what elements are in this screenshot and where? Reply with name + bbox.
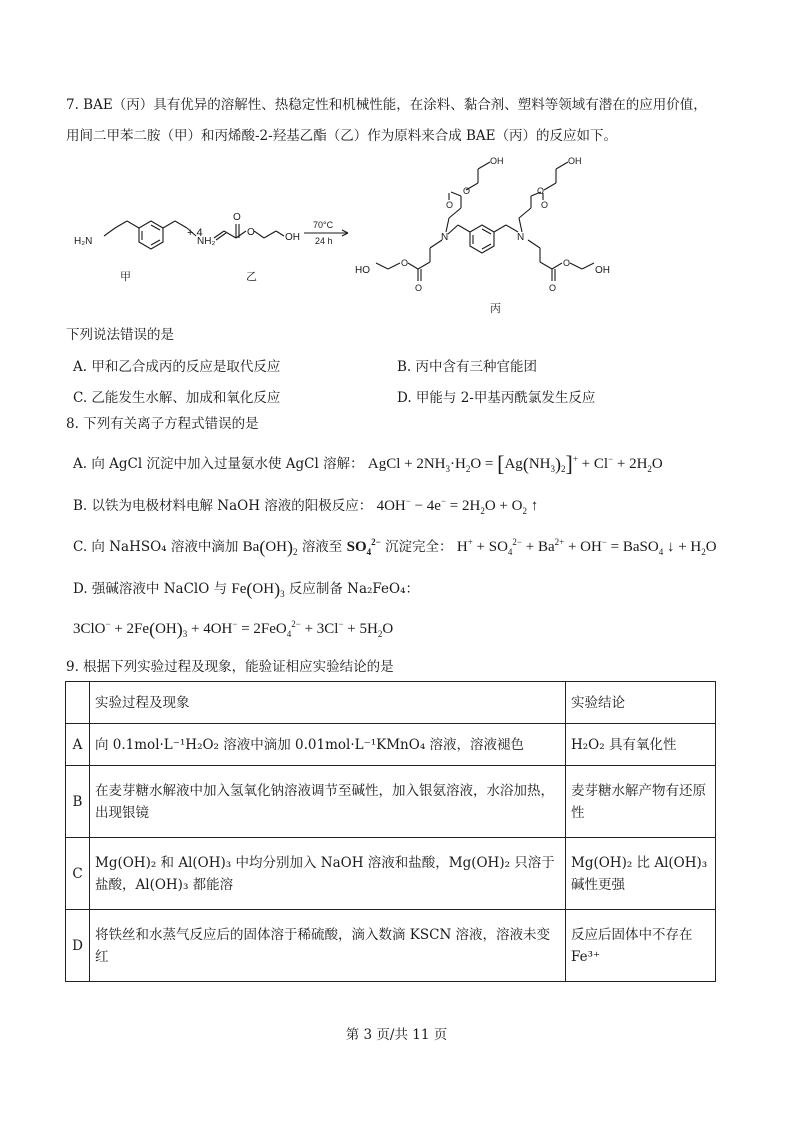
q8-d-equation: $3ClO^- + 2Fe(OH)_3 + 4OH^- = 2FeO_4^{2-} + 3Cl^- + 5H_2O$ (73, 619, 394, 639)
scheme-plus: + 4 (187, 227, 203, 239)
table-row (66, 910, 716, 982)
q8-option-b[interactable] (73, 494, 538, 518)
scheme-o3: O (463, 186, 471, 196)
q7-prompt: 下列说法错误的是 (66, 327, 174, 343)
q8-b-equation: $4OH^- - 4e^- = 2H_2O + O_2$ ↑ (376, 496, 539, 516)
scheme-n-right: N (517, 232, 525, 243)
scheme-o2: O (247, 227, 255, 238)
row-conclusion: Mg(OH)₂ 比 Al(OH)₃ 碱性更强 (566, 838, 716, 910)
scheme-oh-top-left: OH (490, 156, 504, 166)
table-header-blank (66, 682, 90, 724)
scheme-o8: O (563, 258, 571, 268)
q7-stem-line1: 7. BAE（丙）具有优异的溶解性、热稳定性和机械性能，在涂料、黏合剂、塑料等领域有潜在的应用价值， (66, 97, 707, 113)
q8-d-prefix: D. 强碱溶液中 NaClO 与 (73, 581, 228, 597)
q8-c-sulfate: $SO_4^{2-}$ (346, 537, 381, 557)
label-bing: 丙 (490, 303, 501, 315)
table-header-row (66, 682, 716, 724)
q8-a-prefix: A. 向 AgCl 沉淀中加入过量氨水使 AgCl 溶解： (73, 456, 364, 472)
q8-c-equation: $H^+ + SO_4^{2-} + Ba^{2+} + OH^-$ = BaSO$_4$ ↓ + $H_2O$ (456, 537, 717, 557)
condition-time: 24 h (315, 236, 333, 246)
q7-option-a[interactable]: A. 甲和乙合成丙的反应是取代反应 (73, 359, 281, 375)
experiment-table (65, 681, 716, 982)
q8-d-suffix: 反应制备 Na₂FeO₄： (288, 581, 420, 597)
q7-option-d[interactable]: D. 甲能与 2-甲基丙酰氯发生反应 (397, 390, 596, 406)
row-process: Mg(OH)₂ 和 Al(OH)₃ 中均分别加入 NaOH 溶液和盐酸，Mg(OH)₂ 只溶于盐酸，Al(OH)₃ 都能溶 (90, 838, 566, 910)
scheme-nh2: NH₂ (197, 236, 216, 247)
q8-c-mid: 溶液至 (301, 539, 343, 555)
q8-d-reagent: $Fe(OH)_3$ (231, 579, 285, 599)
table-header-process: 实验过程及现象 (90, 682, 566, 724)
scheme-oh-right: OH (595, 265, 610, 276)
scheme-o7: O (401, 258, 409, 268)
row-process: 向 0.1mol·L⁻¹H₂O₂ 溶液中滴加 0.01mol·L⁻¹KMnO₄ 溶液，溶液褪色 (90, 724, 566, 766)
scheme-ho-left: HO (355, 265, 370, 276)
scheme-o5: O (446, 200, 454, 210)
q8-a-equation: AgCl + $2NH_3\cdot H_2O = [Ag(NH_3)_2]^+ + Cl^- + 2H_2O$ (367, 451, 663, 476)
q8-c-reagent: $Ba(OH)_2$ (242, 537, 298, 557)
q7-stem-line2: 用间二甲苯二胺（甲）和丙烯酸-2-羟基乙酯（乙）作为原料来合成 BAE（丙）的反应如下。 (66, 128, 618, 144)
row-label: C (66, 838, 90, 910)
row-conclusion: H₂O₂ 具有氧化性 (566, 724, 716, 766)
scheme-o6: O (541, 200, 549, 210)
q9-title: 9. 根据下列实验过程及现象，能验证相应实验结论的是 (66, 659, 394, 675)
q8-c-prefix: C. 向 NaHSO₄ 溶液中滴加 (73, 539, 239, 555)
q7-option-b[interactable]: B. 丙中含有三种官能团 (397, 359, 538, 375)
scheme-n-left: N (441, 232, 449, 243)
label-jia: 甲 (120, 271, 131, 283)
row-process: 将铁丝和水蒸气反应后的固体溶于稀硫酸，滴入数滴 KSCN 溶液，溶液未变红 (90, 910, 566, 982)
scheme-o9: O (415, 283, 423, 293)
scheme-o10: O (549, 283, 557, 293)
row-conclusion: 麦芽糖水解产物有还原性 (566, 766, 716, 838)
q8-option-d[interactable] (73, 577, 419, 601)
scheme-o1: O (233, 212, 241, 223)
q7-option-c[interactable]: C. 乙能发生水解、加成和氧化反应 (73, 390, 281, 406)
condition-temp: 70°C (313, 220, 334, 230)
q8-option-c[interactable] (73, 535, 717, 559)
scheme-oh: OH (285, 232, 300, 243)
scheme-o4: O (537, 186, 545, 196)
table-header-conclusion: 实验结论 (566, 682, 716, 724)
label-yi: 乙 (246, 271, 257, 283)
q8-title: 8. 下列有关离子方程式错误的是 (66, 416, 259, 432)
scheme-oh-top-right: OH (568, 156, 582, 166)
table-row (66, 724, 716, 766)
row-label: A (66, 724, 90, 766)
reaction-scheme (66, 152, 746, 322)
table-row (66, 838, 716, 910)
row-label: D (66, 910, 90, 982)
q8-option-a[interactable] (73, 452, 663, 476)
row-conclusion: 反应后固体中不存在 Fe³⁺ (566, 910, 716, 982)
page-footer: 第 3 页/共 11 页 (345, 1027, 448, 1043)
q8-c-suffix: 沉淀完全： (385, 539, 453, 555)
scheme-h2n: H₂N (74, 236, 93, 247)
row-process: 在麦芽糖水解液中加入氢氧化钠溶液调节至碱性，加入银氨溶液，水浴加热，出现银镜 (90, 766, 566, 838)
table-row (66, 766, 716, 838)
q8-b-prefix: B. 以铁为电极材料电解 NaOH 溶液的阳极反应： (73, 498, 373, 514)
row-label: B (66, 766, 90, 838)
